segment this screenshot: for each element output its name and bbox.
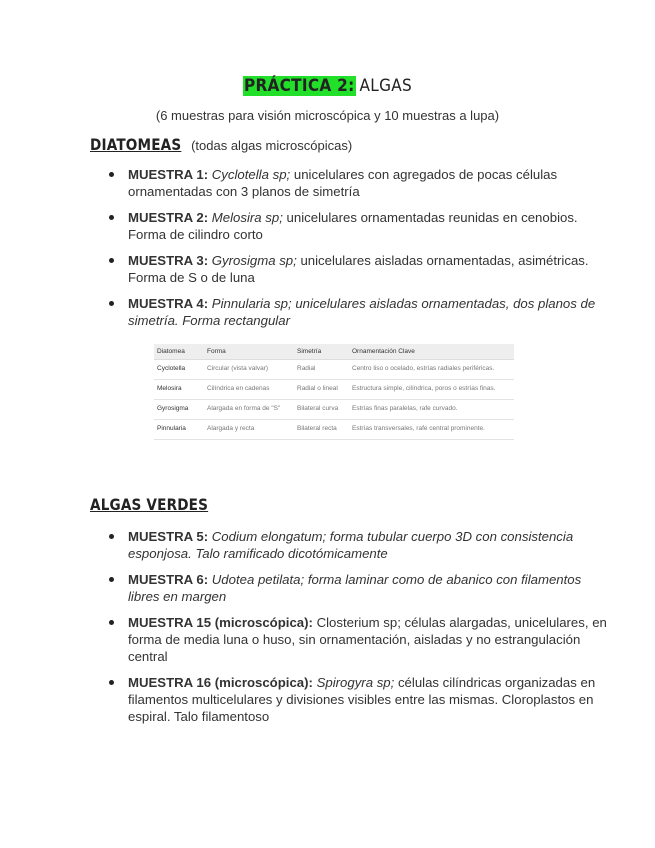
- table-header: Diatomea: [154, 344, 204, 360]
- list-item: [128, 295, 613, 329]
- table-cell: Bilateral curva: [294, 400, 349, 420]
- sample-species: Pinnularia sp; unicelulares aisladas ornamentadas, dos planos de simetría. Forma rectangular: [128, 296, 596, 328]
- table-row: [154, 360, 514, 380]
- list-item: [128, 209, 613, 243]
- sample-label: MUESTRA 1:: [128, 167, 209, 182]
- sample-text: unicelulares con agregados de pocas células ornamentadas con 3 planos de simetría: [128, 167, 558, 199]
- diatomeas-heading: DIATOMEAS: [90, 135, 182, 154]
- table-cell: Estructura simple, cilíndrica, poros o estrías finas.: [349, 380, 514, 400]
- sample-species: Cyclotella sp;: [211, 167, 291, 182]
- table-cell: Cilíndrica en cadenas: [204, 380, 294, 400]
- table-row: [154, 380, 514, 400]
- list-item: [128, 674, 613, 725]
- algas-verdes-list: [90, 528, 613, 734]
- sample-label: MUESTRA 4:: [128, 296, 209, 311]
- table-row: [154, 400, 514, 420]
- table-cell: Alargada en forma de "S": [204, 400, 294, 420]
- sample-text: Closterium sp; células alargadas, unicelulares, en forma de media luna o huso, sin ornamentación, aisladas y no estrangulación central: [128, 615, 607, 664]
- sample-label: MUESTRA 6:: [128, 572, 209, 587]
- list-item: [128, 528, 613, 562]
- sample-species: Udotea petilata; forma laminar como de abanico con filamentos libres en margen: [128, 572, 582, 604]
- sample-species: Melosira sp;: [211, 210, 283, 225]
- sample-label: MUESTRA 16 (microscópica):: [128, 675, 313, 690]
- table-cell: Pinnularia: [154, 420, 204, 440]
- list-item: [128, 614, 613, 665]
- list-item: [128, 571, 613, 605]
- section-heading-algas-verdes: [90, 495, 229, 514]
- table-cell: Bilateral recta: [294, 420, 349, 440]
- table-cell: Estrías finas paralelas, rafe curvado.: [349, 400, 514, 420]
- table-row: [154, 420, 514, 440]
- sample-label: MUESTRA 2:: [128, 210, 209, 225]
- table-cell: Gyrosigma: [154, 400, 204, 420]
- table-header: Simetría: [294, 344, 349, 360]
- table-header-row: [154, 344, 514, 360]
- table-cell: Alargada y recta: [204, 420, 294, 440]
- diatomeas-table: [154, 344, 514, 440]
- sample-text: unicelulares ornamentadas reunidas en cenobios. Forma de cilindro corto: [128, 210, 578, 242]
- title-rest: ALGAS: [359, 76, 413, 96]
- table-header: Forma: [204, 344, 294, 360]
- table-cell: Circular (vista valvar): [204, 360, 294, 380]
- section-heading-diatomeas: [90, 135, 352, 154]
- table-cell: Radial o lineal: [294, 380, 349, 400]
- table-cell: Centro liso o ocelado, estrías radiales periféricas.: [349, 360, 514, 380]
- diatomeas-note: (todas algas microscópicas): [191, 138, 353, 153]
- sample-text: células cilíndricas organizadas en filamentos multicelulares y divisiones visibles entre las mismas. Cloroplastos en espiral. Talo filamentoso: [128, 675, 596, 724]
- sample-species: Spirogyra sp;: [316, 675, 395, 690]
- page-subtitle: (6 muestras para visión microscópica y 10 muestras a lupa): [155, 108, 500, 123]
- sample-species: Codium elongatum; forma tubular cuerpo 3D con consistencia esponjosa. Talo ramificado dicotómicamente: [128, 529, 574, 561]
- sample-label: MUESTRA 3:: [128, 253, 209, 268]
- sample-label: MUESTRA 5:: [128, 529, 209, 544]
- sample-text: unicelulares aisladas ornamentadas, asimétricas. Forma de S o de luna: [128, 253, 589, 285]
- list-item: [128, 166, 613, 200]
- diatomeas-list: [90, 166, 613, 338]
- page-title: [0, 76, 655, 96]
- table-header: Ornamentación Clave: [349, 344, 514, 360]
- sample-species: Gyrosigma sp;: [211, 253, 297, 268]
- title-highlight: PRÁCTICA 2:: [243, 76, 355, 96]
- table-cell: Estrías transversales, rafe central prominente.: [349, 420, 514, 440]
- table-cell: Radial: [294, 360, 349, 380]
- table-cell: Melosira: [154, 380, 204, 400]
- table-cell: Cyclotella: [154, 360, 204, 380]
- sample-label: MUESTRA 15 (microscópica):: [128, 615, 313, 630]
- list-item: [128, 252, 613, 286]
- algas-verdes-heading: ALGAS VERDES: [90, 495, 209, 514]
